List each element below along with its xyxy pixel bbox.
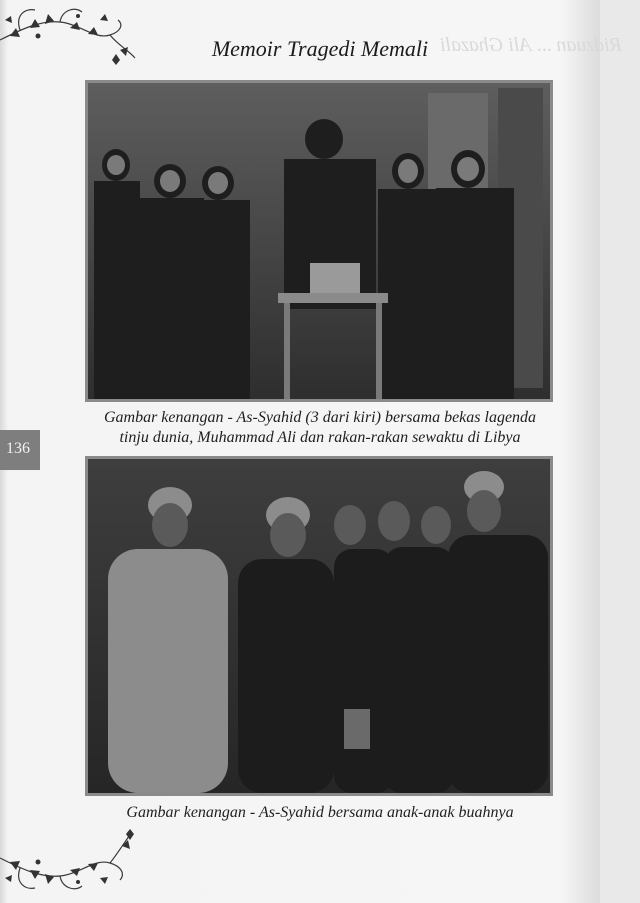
photo-caption-2 — [70, 803, 570, 823]
photo-group-with-followers — [85, 456, 553, 796]
caption-2-line-1: Gambar kenangan - As-Syahid bersama anak-anak buahnya — [126, 804, 514, 821]
show-through-text: Ridzuan ... Ali Ghazali — [440, 34, 622, 56]
page-number: 136 — [6, 440, 30, 457]
photo-group-with-muhammad-ali — [85, 80, 553, 402]
page-number-tab — [0, 430, 40, 470]
caption-1-line-1: Gambar kenangan - As-Syahid (3 dari kiri) bersama bekas lagenda — [103, 409, 537, 426]
photo-caption-1 — [70, 408, 570, 448]
caption-1-line-2: tinju dunia, Muhammad Ali dan rakan-rakan sewaktu di Libya — [119, 429, 521, 446]
running-title: Memoir Tragedi Memali — [211, 36, 429, 61]
floral-ornament-icon — [0, 828, 140, 903]
